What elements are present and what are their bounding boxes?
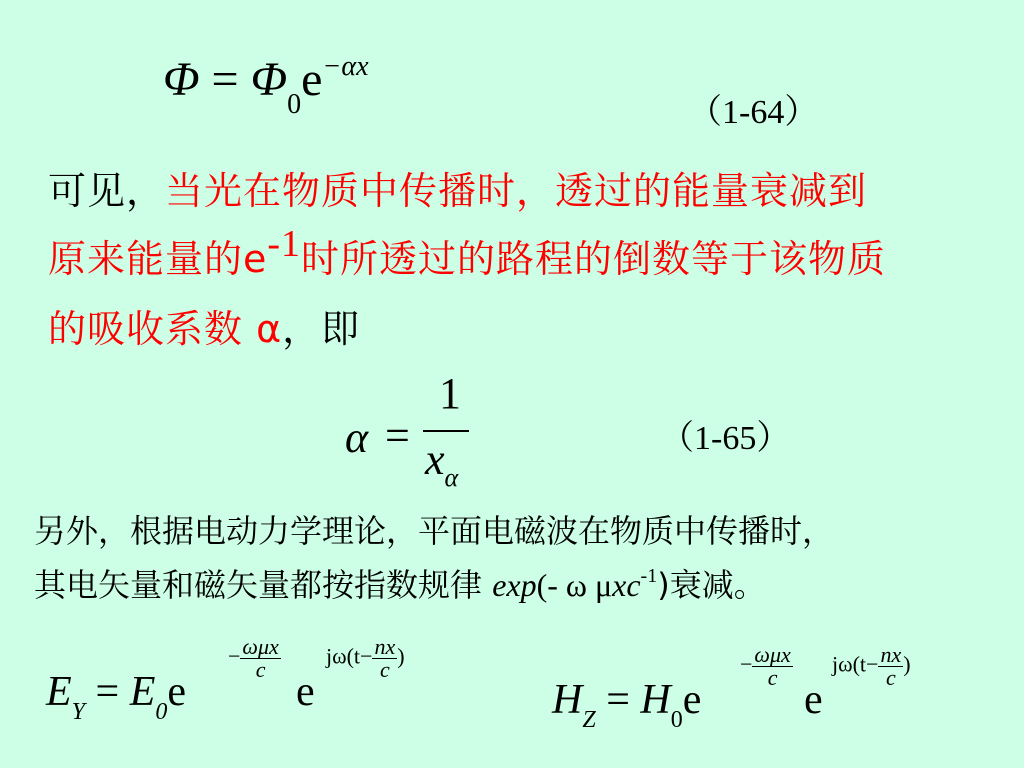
highlight-text: 当光在物质中传播时，透过的能量衰减到 [165, 169, 868, 213]
phase-prefix: jω(t− [832, 651, 879, 677]
minus-sign: − [228, 643, 241, 669]
text: )衰减。 [657, 566, 766, 604]
equals-sign: = [606, 677, 630, 723]
text-prefix: 可见， [48, 169, 166, 213]
minus-sign: − [740, 651, 753, 677]
fraction-denominator: c [379, 657, 390, 682]
exponent-attenuation [740, 644, 793, 689]
paragraph-line [48, 223, 887, 283]
subscript: 0 [670, 707, 683, 733]
fraction [752, 644, 792, 689]
exp-base: e [296, 669, 315, 715]
subscript: Y [71, 699, 86, 725]
denominator-var: x [425, 435, 445, 484]
fraction-numerator: ωμx [242, 634, 279, 659]
exponent-phase [326, 636, 405, 681]
fraction [878, 644, 903, 689]
exp-base: e [682, 677, 702, 723]
highlight-text: 的吸收系数 α [48, 307, 283, 351]
fraction-denominator [425, 434, 459, 492]
subscript: Z [582, 707, 596, 733]
phase-prefix: jω(t− [326, 643, 373, 669]
equation-hz [552, 676, 702, 733]
fraction-denominator: c [767, 665, 778, 690]
subscript: 0 [155, 699, 168, 725]
highlight-text: 时所透过的路程的倒数等于该物质 [301, 237, 887, 281]
paragraph-line [48, 298, 360, 353]
e-field-symbol: E [46, 669, 72, 715]
equation-1-64 [163, 51, 369, 120]
equation-1-65 [345, 370, 495, 500]
subscript: α [444, 463, 459, 492]
paragraph-line [34, 560, 766, 606]
phi-symbol: Φ [250, 53, 288, 106]
paragraph-line [48, 160, 867, 215]
fraction-denominator: c [885, 665, 896, 690]
exponent-phase [832, 644, 911, 689]
h-field-symbol: H [552, 677, 583, 723]
fraction-bar [423, 430, 469, 432]
fraction-numerator: nx [880, 642, 902, 667]
highlight-text: 原来能量的e [48, 237, 268, 281]
exponent-attenuation [228, 636, 281, 681]
equals-sign: = [385, 411, 410, 460]
fraction [372, 636, 397, 681]
exp-base: e [804, 677, 823, 723]
alpha-symbol: α [345, 413, 369, 462]
h-field-symbol: H [640, 677, 671, 723]
subscript: 0 [287, 89, 302, 120]
superscript: -1 [267, 223, 302, 265]
equals-sign: = [211, 53, 239, 106]
expression: xc [612, 567, 641, 603]
equation-ey [46, 668, 187, 725]
exp-base: e [301, 53, 323, 106]
fraction-numerator: nx [374, 634, 396, 659]
fraction-numerator: 1 [439, 369, 461, 418]
equation-number: （1-65） [660, 420, 791, 457]
superscript: -1 [640, 565, 658, 587]
text: 其电矢量和磁矢量都按指数规律 [34, 566, 493, 604]
e-field-symbol: E [129, 669, 156, 715]
equation-number: （1-64） [688, 94, 819, 131]
text-suffix: ，即 [282, 307, 361, 351]
fraction [240, 636, 280, 681]
exponent: −αx [322, 51, 369, 82]
phase-suffix: ) [903, 651, 911, 677]
exp-label: exp [492, 567, 537, 603]
expression: (- ω μ [536, 567, 613, 603]
paragraph-line: 另外，根据电动力学理论，平面电磁波在物质中传播时， [34, 512, 835, 550]
exp-base: e [167, 669, 187, 715]
phase-suffix: ) [397, 643, 405, 669]
phi-symbol: Φ [163, 53, 200, 106]
equals-sign: = [95, 669, 120, 715]
fraction-denominator: c [255, 657, 266, 682]
fraction-numerator: ωμx [754, 642, 791, 667]
